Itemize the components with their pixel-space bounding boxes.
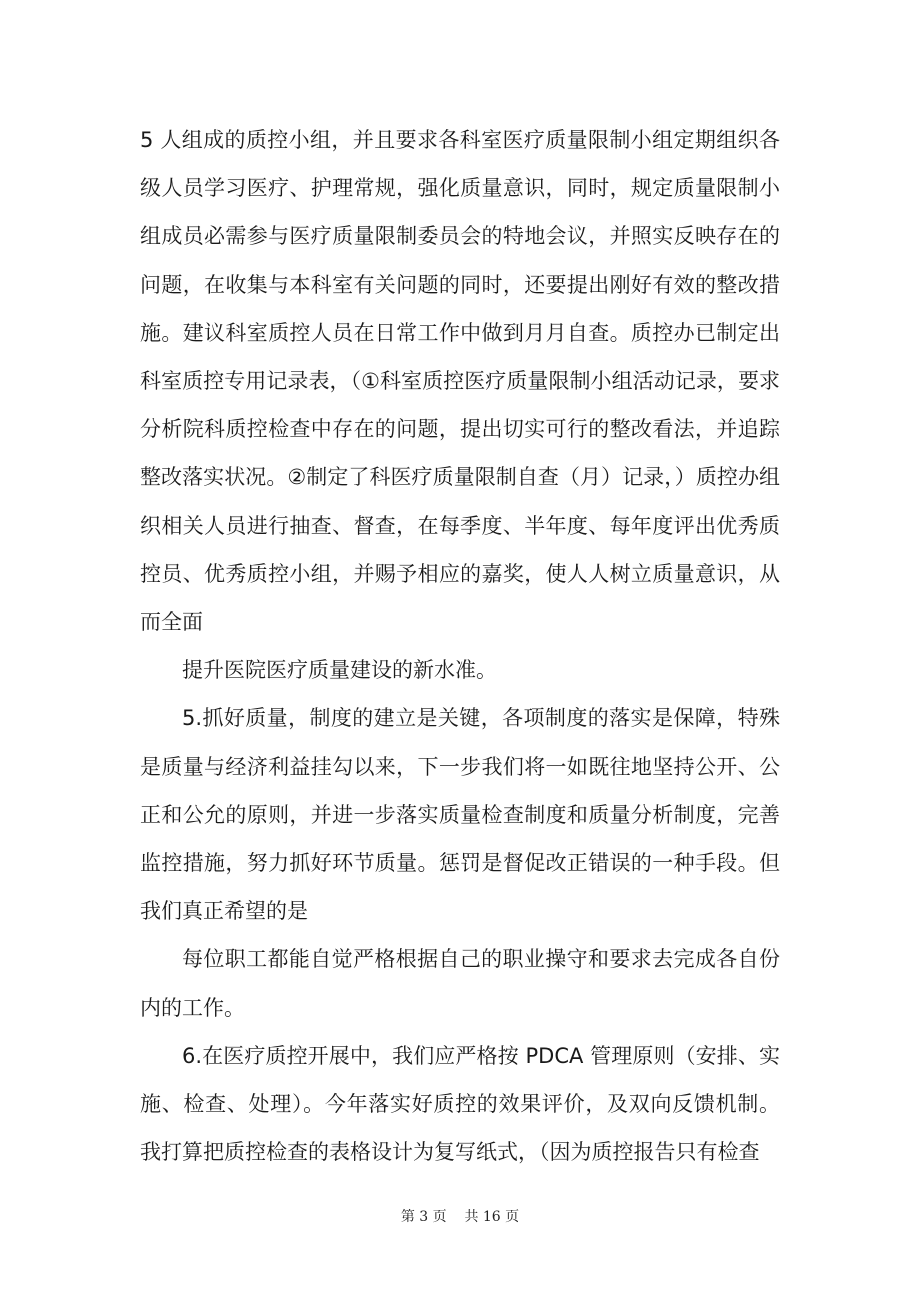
paragraph-4: 每位职工都能自觉严格根据自己的职业操守和要求去完成各自份内的工作。 [140, 947, 780, 1020]
paragraph-5: 6.在医疗质控开展中，我们应严格按 PDCA 管理原则（安排、实施、检查、处理）。今年落实好质控的效果评价，及双向反馈机制。我打算把质控检查的表格设计为复写纸式，（因为质控报告只有检查 [140, 1043, 780, 1165]
page-number: 第 3 页 [400, 1209, 447, 1225]
document-body [140, 116, 780, 1176]
paragraph-2: 提升医院医疗质量建设的新水准。 [182, 658, 497, 683]
page-total: 共 16 页 [464, 1209, 520, 1225]
paragraph-3: 5.抓好质量，制度的建立是关键，各项制度的落实是保障，特殊是质量与经济利益挂勾以来，下一步我们将一如既往地坚持公开、公正和公允的原则，并进一步落实质量检查制度和质量分析制度，完善监控措施，努力抓好环节质量。惩罚是督促改正错误的一种手段。但我们真正希望的是 [140, 706, 780, 924]
paragraph-1: 5 人组成的质控小组，并且要求各科室医疗质量限制小组定期组织各级人员学习医疗、护理常规，强化质量意识，同时，规定质量限制小组成员必需参与医疗质量限制委员会的特地会议，并照实反映存在的问题，在收集与本科室有关问题的同时，还要提出刚好有效的整改措施。建议科室质控人员在日常工作中做到月月自查。质控办已制定出科室质控专用记录表，（①科室质控医疗质量限制小组活动记录，要求分析院科质控检查中存在的问题，提出切实可行的整改看法，并追踪整改落实状况。②制定了科医疗质量限制自查（月）记录，）质控办组织相关人员进行抽查、督查，在每季度、半年度、每年度评出优秀质控员、优秀质控小组，并赐予相应的嘉奖，使人人树立质量意识，从而全面 [140, 128, 780, 635]
page-footer [0, 1206, 920, 1226]
